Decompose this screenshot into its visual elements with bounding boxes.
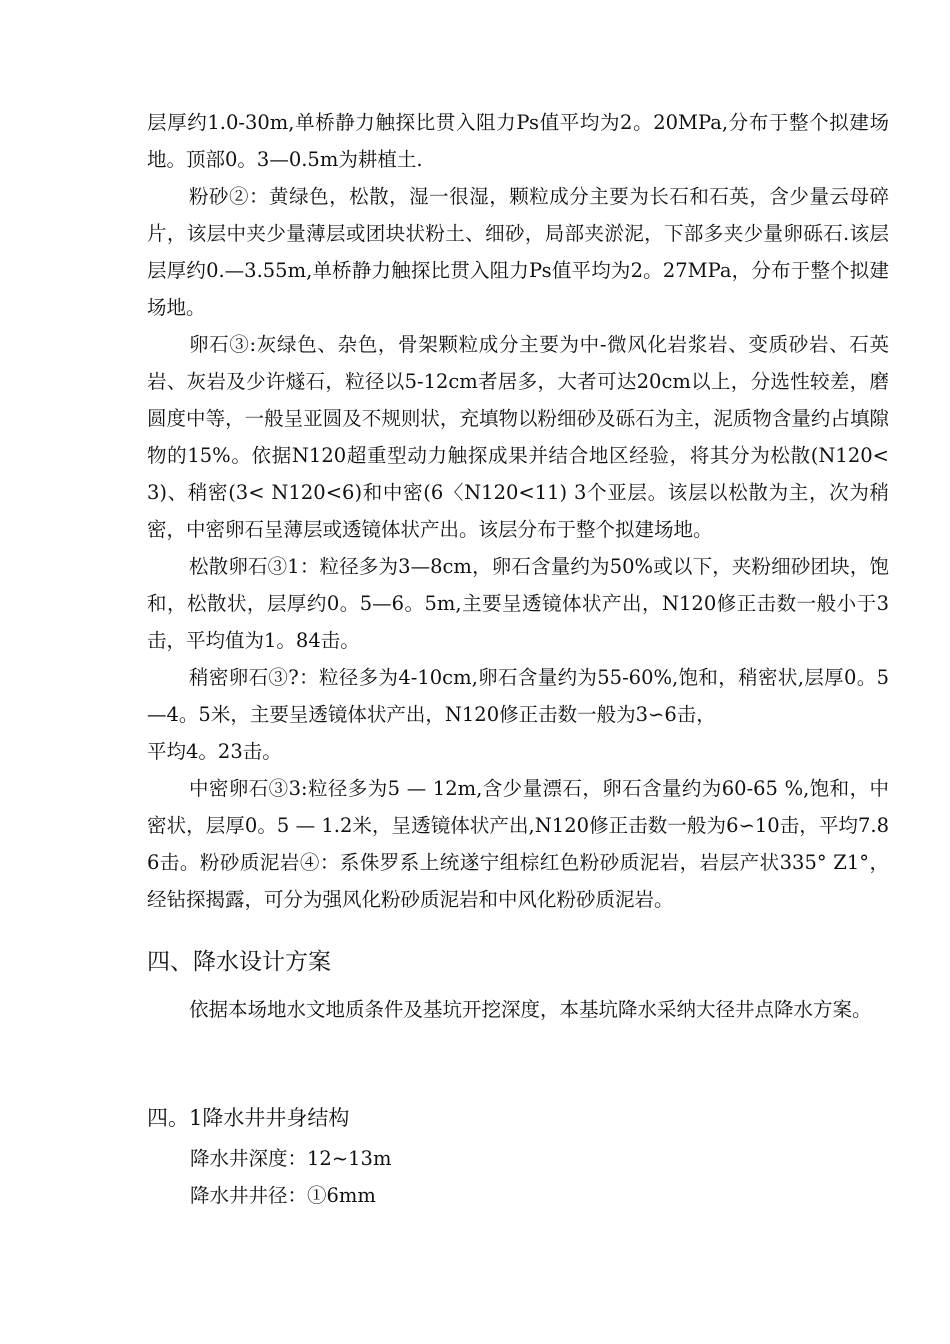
paragraph-layer-thickness: 层厚约1.0-30m,单桥静力触探比贯入阻力Ps值平均为2。20MPa,分布于整个拟建场地。顶部0。3—0.5m为耕植土.: [147, 111, 889, 171]
paragraph-medium-dense-cobble: 中密卵石③3:粒径多为5 — 12m,含少量漂石，卵石含量约为60-65 %,饱和，中密状，层厚0。5 — 1.2米，呈透镜体状产出,N120修正击数一般为6∽10击，平均7.86击。粉砂质泥岩④：系侏罗系上统遂宁组棕红色粉砂质泥岩，岩层产状335° Z1°，经钻探揭露，可分为强风化粉砂质泥岩和中风化粉砂质泥岩。: [147, 777, 889, 911]
well-depth-line: 降水井深度：12~13m: [190, 1147, 392, 1170]
paragraph-silty-sand: 粉砂②：黄绿色，松散，湿一很湿，颗粒成分主要为长石和石英，含少量云母碎片，该层中夹少量薄层或团块状粉土、细砂，局部夹淤泥，下部多夹少量卵砾石.该层层厚约0.—3.55m,单桥静力触探比贯入阻力Ps值平均为2。27MPa，分布于整个拟建场地。: [147, 185, 889, 319]
paragraph-dewatering-scheme: 依据本场地水文地质条件及基坑开挖深度，本基坑降水采纳大径井点降水方案。: [189, 998, 872, 1021]
subsection-heading-well-structure: 四。1降水井井身结构: [147, 1106, 350, 1130]
paragraph-slightly-dense-cobble: 稍密卵石③?：粒径多为4-10cm,卵石含量约为55-60%,饱和，稍密状,层厚0。5—4。5米，主要呈透镜体状产出，N120修正击数一般为3∽6击，: [147, 666, 889, 726]
paragraph-slightly-dense-cobble-tail: 平均4。23击。: [147, 740, 282, 763]
well-diameter-line: 降水井井径：①6mm: [190, 1184, 376, 1207]
section-heading-dewatering-design: 四、降水设计方案: [147, 949, 331, 975]
paragraph-cobble: 卵石③:灰绿色、杂色，骨架颗粒成分主要为中-微风化岩浆岩、变质砂岩、石英岩、灰岩及少许燧石，粒径以5-12cm者居多，大者可达20cm以上，分选性较差，磨圆度中等，一般呈亚圆及不规则状，充填物以粉细砂及砾石为主，泥质物含量约占填隙物的15%。依据N120超重型动力触探成果并结合地区经验，将其分为松散(N120<3)、稍密(3< N120<6)和中密(6〈N120<11) 3个亚层。该层以松散为主，次为稍密，中密卵石呈薄层或透镜体状产出。该层分布于整个拟建场地。: [147, 333, 889, 541]
paragraph-loose-cobble: 松散卵石③1：粒径多为3—8cm，卵石含量约为50%或以下，夹粉细砂团块，饱和，松散状，层厚约0。5—6。5m,主要呈透镜体状产出，N120修正击数一般小于3击，平均值为1。84击。: [147, 555, 889, 652]
